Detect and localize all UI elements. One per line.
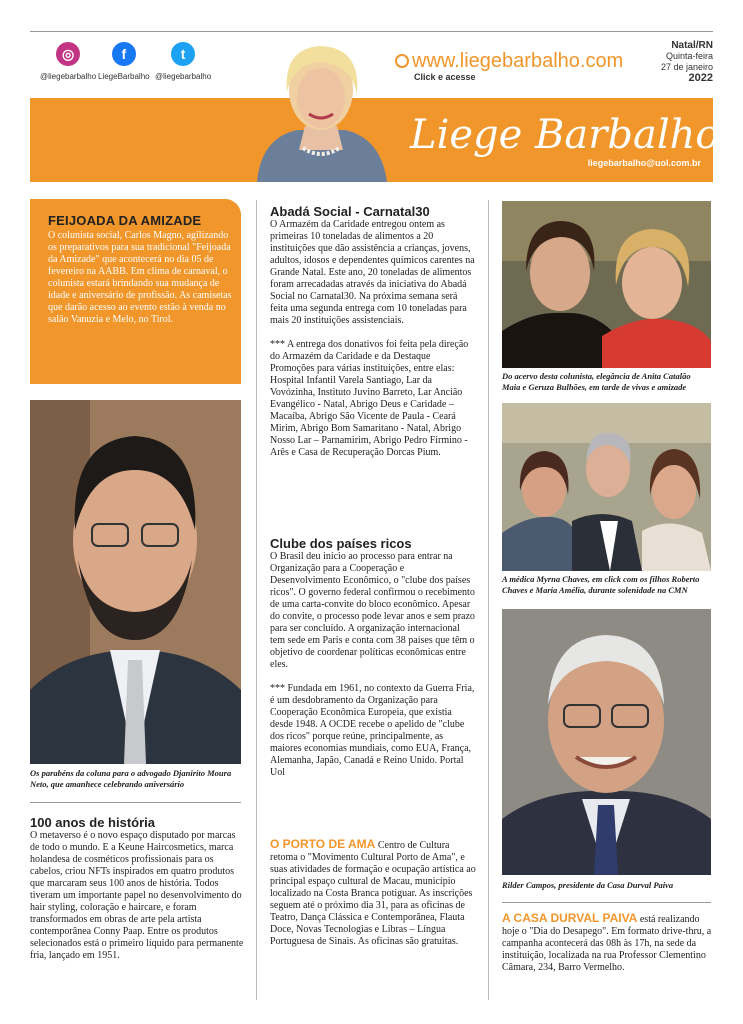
clube-more: *** Fundada em 1961, no contexto da Guerra Fria, é um desdobramento da Organização para Cooperação Econômica Europeia, que existia desde 1948. A OCDE recebe o apelido de "clube dos ricos" porque reúne, principalmente, as maiores economias mundiais, como EUA, França, Alemanha, Japão, Canadá e Reino Unido. Portal Uol (270, 683, 475, 778)
click-label: Click e acesse (414, 72, 476, 82)
photo-caption-myrna: A médica Myrna Chaves, em click com os filhos Roberto Chaves e Maria Amélia, durante solenidade na CMN (502, 574, 700, 595)
photo-caption-djanirito: Os parabéns da coluna para o advogado Djanirito Moura Neto, que amanhece celebrando aniversário (30, 768, 232, 789)
abada-text: O Armazém da Caridade entregou ontem as primeiras 10 toneladas de alimentos a 20 instituições que dão assistência a crianças, jovens, adultos, idosos e dependentes químicos carentes na Grande Natal. Este ano, 20 toneladas de alimentos foram arrecadadas através da iniciativa do Abadá Social no Carnatal30. Na próxima semana será feita uma segunda entrega com 10 toneladas para mais 20 instituições assistenciais. (270, 219, 475, 326)
date: 27 de janeiro (660, 62, 713, 72)
photo-caption-anita: Do acervo desta colunista, elegância de Anita Catalão Maia e Geruza Bulhões, em tarde de vivas e amizade (502, 371, 691, 392)
instagram-icon: ◎ (56, 42, 80, 66)
history-text: O metaverso é o novo espaço disputado por marcas de todo o mundo. E a Keune Haircosmetics, marca holandesa de cosméticos profissionais para os cabelos, criou NFTs inspirados em quatro produtos que marcaram seus 100 anos de história. Todos tiveram um importante papel no desenvolvimento do hair styling, coloração e haircare, e foram transformados em obras de arte pela artista contemporânea Conny Paap. Entre os produtos selecionados está o primeiro líquido para permanente fria, lançado em 1951. (30, 830, 244, 961)
columnist-portrait (247, 38, 395, 182)
brand-title: Liege Barbalho (410, 112, 720, 158)
abada-more: *** A entrega dos donativos foi feita pela direção do Armazém da Caridade e da Destaque Promoções para várias instituições, entre elas: Hospital Infantil Varela Santiago, Lar da Vovózinha, Instituto Juvino Barreto, Lar Ancião Evangélico - Natal, Abrigo Deus e Caridade – Macaíba, Abrigo São Vicente de Paula - Ceará Mirim, Abrigo Bom Samaritano - Natal, Abrigo Nosso Lar – Parnamirim, Abrigo Pedro Firmino - Arês e Casa de Recuperação Dorcas Pium. (270, 339, 469, 458)
column-divider (256, 200, 257, 1000)
globe-icon (395, 54, 409, 68)
date-block (661, 40, 713, 84)
history-title: 100 anos de história (30, 815, 155, 830)
instagram-handle: @liegebarbalho (40, 72, 97, 81)
divider (30, 802, 241, 803)
section-100-anos (30, 815, 246, 962)
social-facebook[interactable] (98, 42, 150, 81)
year: 2022 (688, 72, 713, 84)
website-link[interactable] (395, 50, 623, 73)
social-instagram[interactable] (40, 42, 96, 81)
photo-anita-geruza (502, 201, 711, 368)
section-clube (270, 536, 477, 779)
porto-text: Centro de Cultura retoma o "Movimento Cultural Porto de Ama", e suas atividades de formação e ocupação artística ao principal espaço cultural de Macau, município localizado na Costa Branca potiguar. As inscrições seguem até o próximo dia 31, para as oficinas de Teatro, Dança Clássica e Contemporânea, Flauta Doce, Novas Tecnologias e Libras – Língua Portuguesa de Sinais. As oficinas são gratuitas. (270, 840, 476, 947)
photo-rilder-campos (502, 609, 711, 875)
website-url: www.liegebarbalho.com (412, 50, 624, 72)
feijoada-box (30, 199, 241, 384)
weekday: Quinta-feira (665, 51, 713, 61)
abada-title: Abadá Social - Carnatal30 (270, 204, 430, 219)
column-divider (488, 200, 489, 1000)
photo-myrna-chaves (502, 403, 711, 571)
section-porto (270, 838, 477, 948)
feijoada-title: FEIJOADA DA AMIZADE (48, 213, 202, 228)
clube-text: O Brasil deu início ao processo para entrar na Organização para a Cooperação e Desenvolvimento Econômico, o "clube dos países ricos". O governo federal confirmou o recebimento de uma carta-convite do bloco econômico. Apesar do convite, o processo pode levar anos e sem prazo para ser concluído. A organização internacional tem sede em Paris e conta com 38 países que têm o objetivo de coordenar políticas econômicas entre eles. (270, 551, 475, 670)
casa-lead: A CASA DURVAL PAIVA (502, 911, 638, 925)
social-twitter[interactable] (155, 42, 211, 81)
twitter-icon: t (171, 42, 195, 66)
email[interactable]: liegebarbalho@uol.com.br (587, 158, 701, 168)
section-abada (270, 204, 477, 459)
casa-text: está realizando hoje o "Dia do Desapego". Em formato drive-thru, a campanha acontecerá das 08h às 17h, na sede da instituição, localizada na rua Professor Clementino Câmara, 234, Barro Vermelho. (502, 914, 712, 973)
city: Natal/RN (671, 40, 713, 51)
feijoada-text: O colunista social, Carlos Magno, agilizando os preparativos para sua tradicional "Feijoada da Amizade" que acontecerá no dia 05 de fevereiro na AABB. Em clima de carnaval, o colunista estará brindando sua mudança de idade e aniversário de profissão. As camisetas que darão acesso ao evento estão à venda no salão Vanuzia e Melo, no Tirol. (48, 230, 232, 325)
photo-djanirito (30, 400, 241, 764)
facebook-handle: LiegeBarbalho (98, 72, 150, 81)
porto-lead: O PORTO DE AMA (270, 837, 376, 851)
twitter-handle: @liegebarbalho (155, 72, 212, 81)
clube-title: Clube dos países ricos (270, 536, 412, 551)
photo-caption-rilder: Rilder Campos, presidente da Casa Durval Paiva (502, 880, 674, 890)
top-rule (30, 31, 713, 32)
section-casa-durval (502, 912, 714, 974)
facebook-icon: f (112, 42, 136, 66)
divider (502, 902, 711, 903)
